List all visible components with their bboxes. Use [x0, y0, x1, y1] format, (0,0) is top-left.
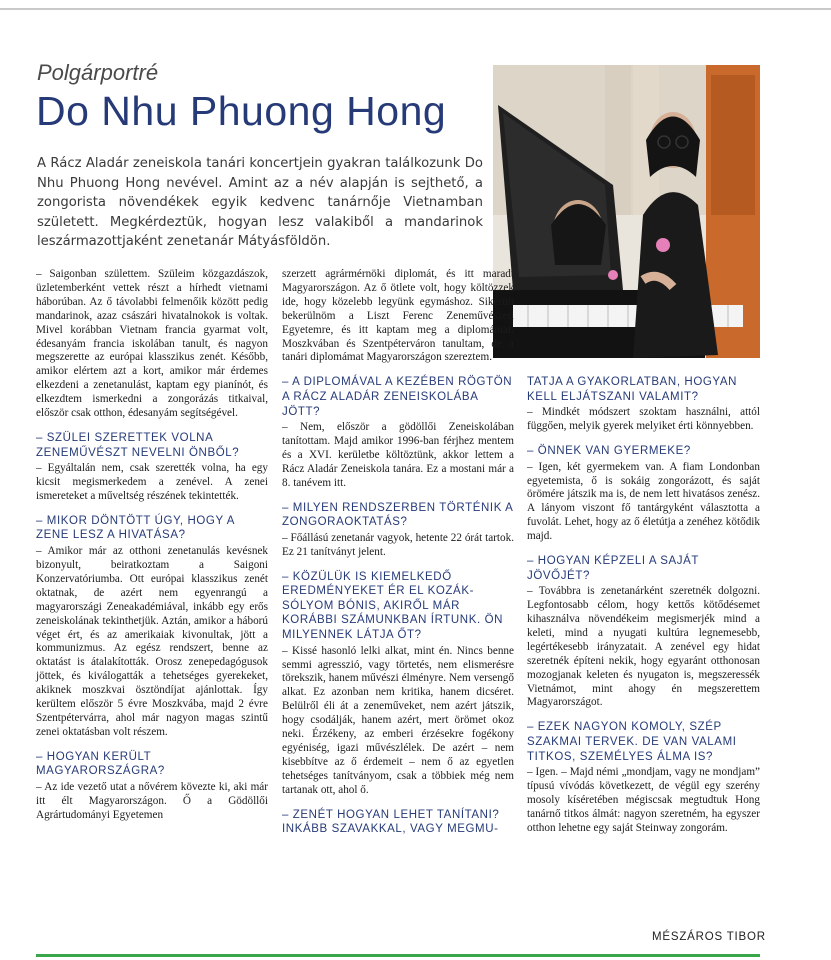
interview-answer: – Az ide vezető utat a nővérem kövezte ki, aki már itt élt Magyarországon. Ő a Gödöllői Agrártudományi Egyetemen: [36, 780, 268, 821]
interview-question: – KÖZÜLÜK IS KIEMELKEDŐ EREDMÉNYEKET ÉR EL KOZÁK-SÓLYOM BÓNIS, AKIRŐL MÁR KORÁBBI SZÁMUNKBAN ÍRTUNK. ÖN MILYENNEK LÁTJA ŐT?: [282, 570, 504, 642]
author-byline: MÉSZÁROS TIBOR: [652, 931, 766, 943]
lead-paragraph: A Rácz Aladár zeneiskola tanári koncertjein gyakran találkozunk Do Nhu Phuong Hong nevével. Amint az a név alapján is sejthető, a zongorista növendékek egyik kedvenc tanárnője Vietnamban született. Megkérdeztük, hogyan lesz valakiből a mandarinok leszármazottjaként zenetanár Mátyásföldön.: [37, 156, 483, 250]
article-title: Do Nhu Phuong Hong: [36, 88, 447, 134]
interview-answer: – Főállású zenetanár vagyok, hetente 22 órát tartok. Ez 21 tanítványt jelent.: [282, 531, 514, 558]
column-3: [527, 375, 760, 842]
interview-question: – ZENÉT HOGYAN LEHET TANÍTANI? INKÁBB SZAVAKKAL, VAGY MEGMU-: [282, 808, 500, 836]
interview-answer: – Mindkét módszert szoktam használni, attól függően, melyik gyerek melyiket érti könnyebben.: [527, 406, 760, 433]
portrait-photo: [493, 65, 760, 358]
interview-answer: – Egyáltalán nem, csak szerették volna, ha egy kicsit megismerkedem a zenével. A zenei ismereteket a műveltség részének tekintették.: [36, 462, 268, 502]
top-rule: [0, 8, 831, 10]
interview-answer: – Kissé hasonló lelki alkat, mint én. Nincs benne semmi agresszió, vagy törtetés, nem elismerésre törekszik, hanem művészi élményre. Nem versengő alkat. Ez azonban nem kritika, hanem dicséret. Belülről éli át a zeneműveket, nem azért játszik, hogy csodálják, hanem azért, mert örömet okoz neki. Érzékeny, az emberi érzésekre fogékony egyéniség, igazi művészlélek. De azért – nem kisebbítve az ő érdemeit – nem ő az egyetlen tehetséges tanítványom, csak a többiek még nem tartanak ott, ahol ő.: [282, 644, 514, 796]
paragraph: szerzett agrármérnöki diplomát, és itt maradt Magyarországon. Az ő ötlete volt, hogy költözzek ide, hogy közelebb legyünk egymáshoz. Sikerült bekerülnöm a Liszt Ferenc Zeneművészeti Egyetemre, és itt kaptam meg a diplomámat. Moszkvában és Szentpéterváron tanultam, de a tanári diplomámat Magyarországon szereztem.: [282, 268, 514, 364]
interview-question: – EZEK NAGYON KOMOLY, SZÉP SZAKMAI TERVEK. DE VAN VALAMI TITKOS, SZEMÉLYES ÁLMA IS?: [527, 721, 737, 763]
interview-question: – MILYEN RENDSZERBEN TÖRTÉNIK A ZONGORAOKTATÁS?: [282, 501, 513, 529]
interview-answer: – Nem, először a gödöllői Zeneiskolában tanítottam. Majd amikor 1996-ban férjhez mentem és a XVI. kerületbe költöztünk, akkor lettem a Rácz Aladár Zeneiskola tanára. Ez a mostani már a 8. tanévem itt.: [282, 421, 514, 489]
interview-answer: – Továbbra is zenetanárként szeretnék dolgozni. Legfontosabb célom, hogy kettős kötődésemet kihasználva növendékeim megismerjék mind a keleti, mind a nyugati kultúra legnemesebb, legértékesebb irányzatait. A zenével egy hidat szeretnék építeni nekik, hogy egyaránt otthonosan mozogjanak keleten és nyugaton is, megszeressék Vietnámot, mint ahogy én megszerettem Magyarországot.: [527, 585, 760, 709]
interview-question: – SZÜLEI SZERETTEK VOLNA ZENEMŰVÉSZT NEVELNI ÖNBŐL?: [36, 431, 240, 459]
interview-question: – HOGYAN KÉPZELI A SAJÁT JÖVŐJÉT?: [527, 555, 699, 582]
interview-answer: – Igen. – Majd némi „mondjam, vagy ne mondjam” típusú vívódás következett, de végül egy szerény mosoly kíséretében mégiscsak megtudtuk Hong tanárnő titkos álmát: nagyon szeretném, ha egyszer otthon lehetne egy saját Steinway zongorám.: [527, 766, 760, 834]
interview-question: – HOGYAN KERÜLT MAGYARORSZÁGRA?: [36, 750, 165, 778]
column-2: [282, 268, 514, 839]
section-kicker: Polgárportré: [37, 60, 159, 85]
interview-question: TATJA A GYAKORLATBAN, HOGYAN KELL ELJÁTSZANI VALAMIT?: [527, 376, 738, 403]
interview-question: – A DIPLOMÁVAL A KEZÉBEN RÖGTÖN A RÁCZ ALADÁR ZENEISKOLÁBA JÖTT?: [282, 376, 513, 418]
interview-question: – MIKOR DÖNTÖTT ÚGY, HOGY A ZENE LESZ A HIVATÁSA?: [36, 514, 235, 542]
column-1: [36, 268, 268, 829]
interview-answer: – Igen, két gyermekem van. A fiam Londonban egyetemista, ő is sokáig zongorázott, és saját örömére játszik ma is, de nem lett hivatásos zenész. A lányom viszont fő tantárgyként választotta a fuvolát. Lehet, hogy az ő életútja a zenéhez kötődik majd.: [527, 460, 760, 543]
bottom-rule: [36, 954, 760, 957]
interview-answer: – Amikor már az otthoni zenetanulás kevésnek bizonyult, beiratkoztam a Saigoni Konzervatóriumba. Ott európai klasszikus zenét oktatnak, de azért nem egyenrangú a magyarországi Zeneakadémiával, inkább egy erős zeneiskolának tekinthetjük. Aztán, amikor a háború véget ért, és az amerikaiak kivonultak, jött a kommunizmus. Az egész rendszert, benne az oktatást is átalakították. Orosz zenepedagógusok jöttek, és kiválogatták a tehetséges gyerekeket, akiknek moszkvai ösztöndíjat ajánlottak. Így kerültem először 5 évre Moszkvába, majd 2 évre Szentpétervárra, ahol már nagyon magas szintű zenei oktatásban volt részem.: [36, 545, 268, 738]
interview-question: – ÖNNEK VAN GYERMEKE?: [527, 445, 691, 457]
paragraph: – Saigonban születtem. Szüleim közgazdászok, üzletemberként vettek részt a hírhedt vietnami háborúban. Az ő távolabbi felmenőik között pedig mandarinok, azaz császári hivatalnokok is voltak. Mivel korábban Vietnam francia gyarmat volt, édesanyám francia iskolában tanult, és nagyon megszerette az európai klasszikus zenét. Később, amikor elértem azt a kort, amikor már érdemes elkezdeni a zenetanulást, kaptam egy pianínót, és elkezdtem ismerkedni a zongorázás titkaival, először csak otthon, édesanyám segítségével.: [36, 268, 268, 420]
